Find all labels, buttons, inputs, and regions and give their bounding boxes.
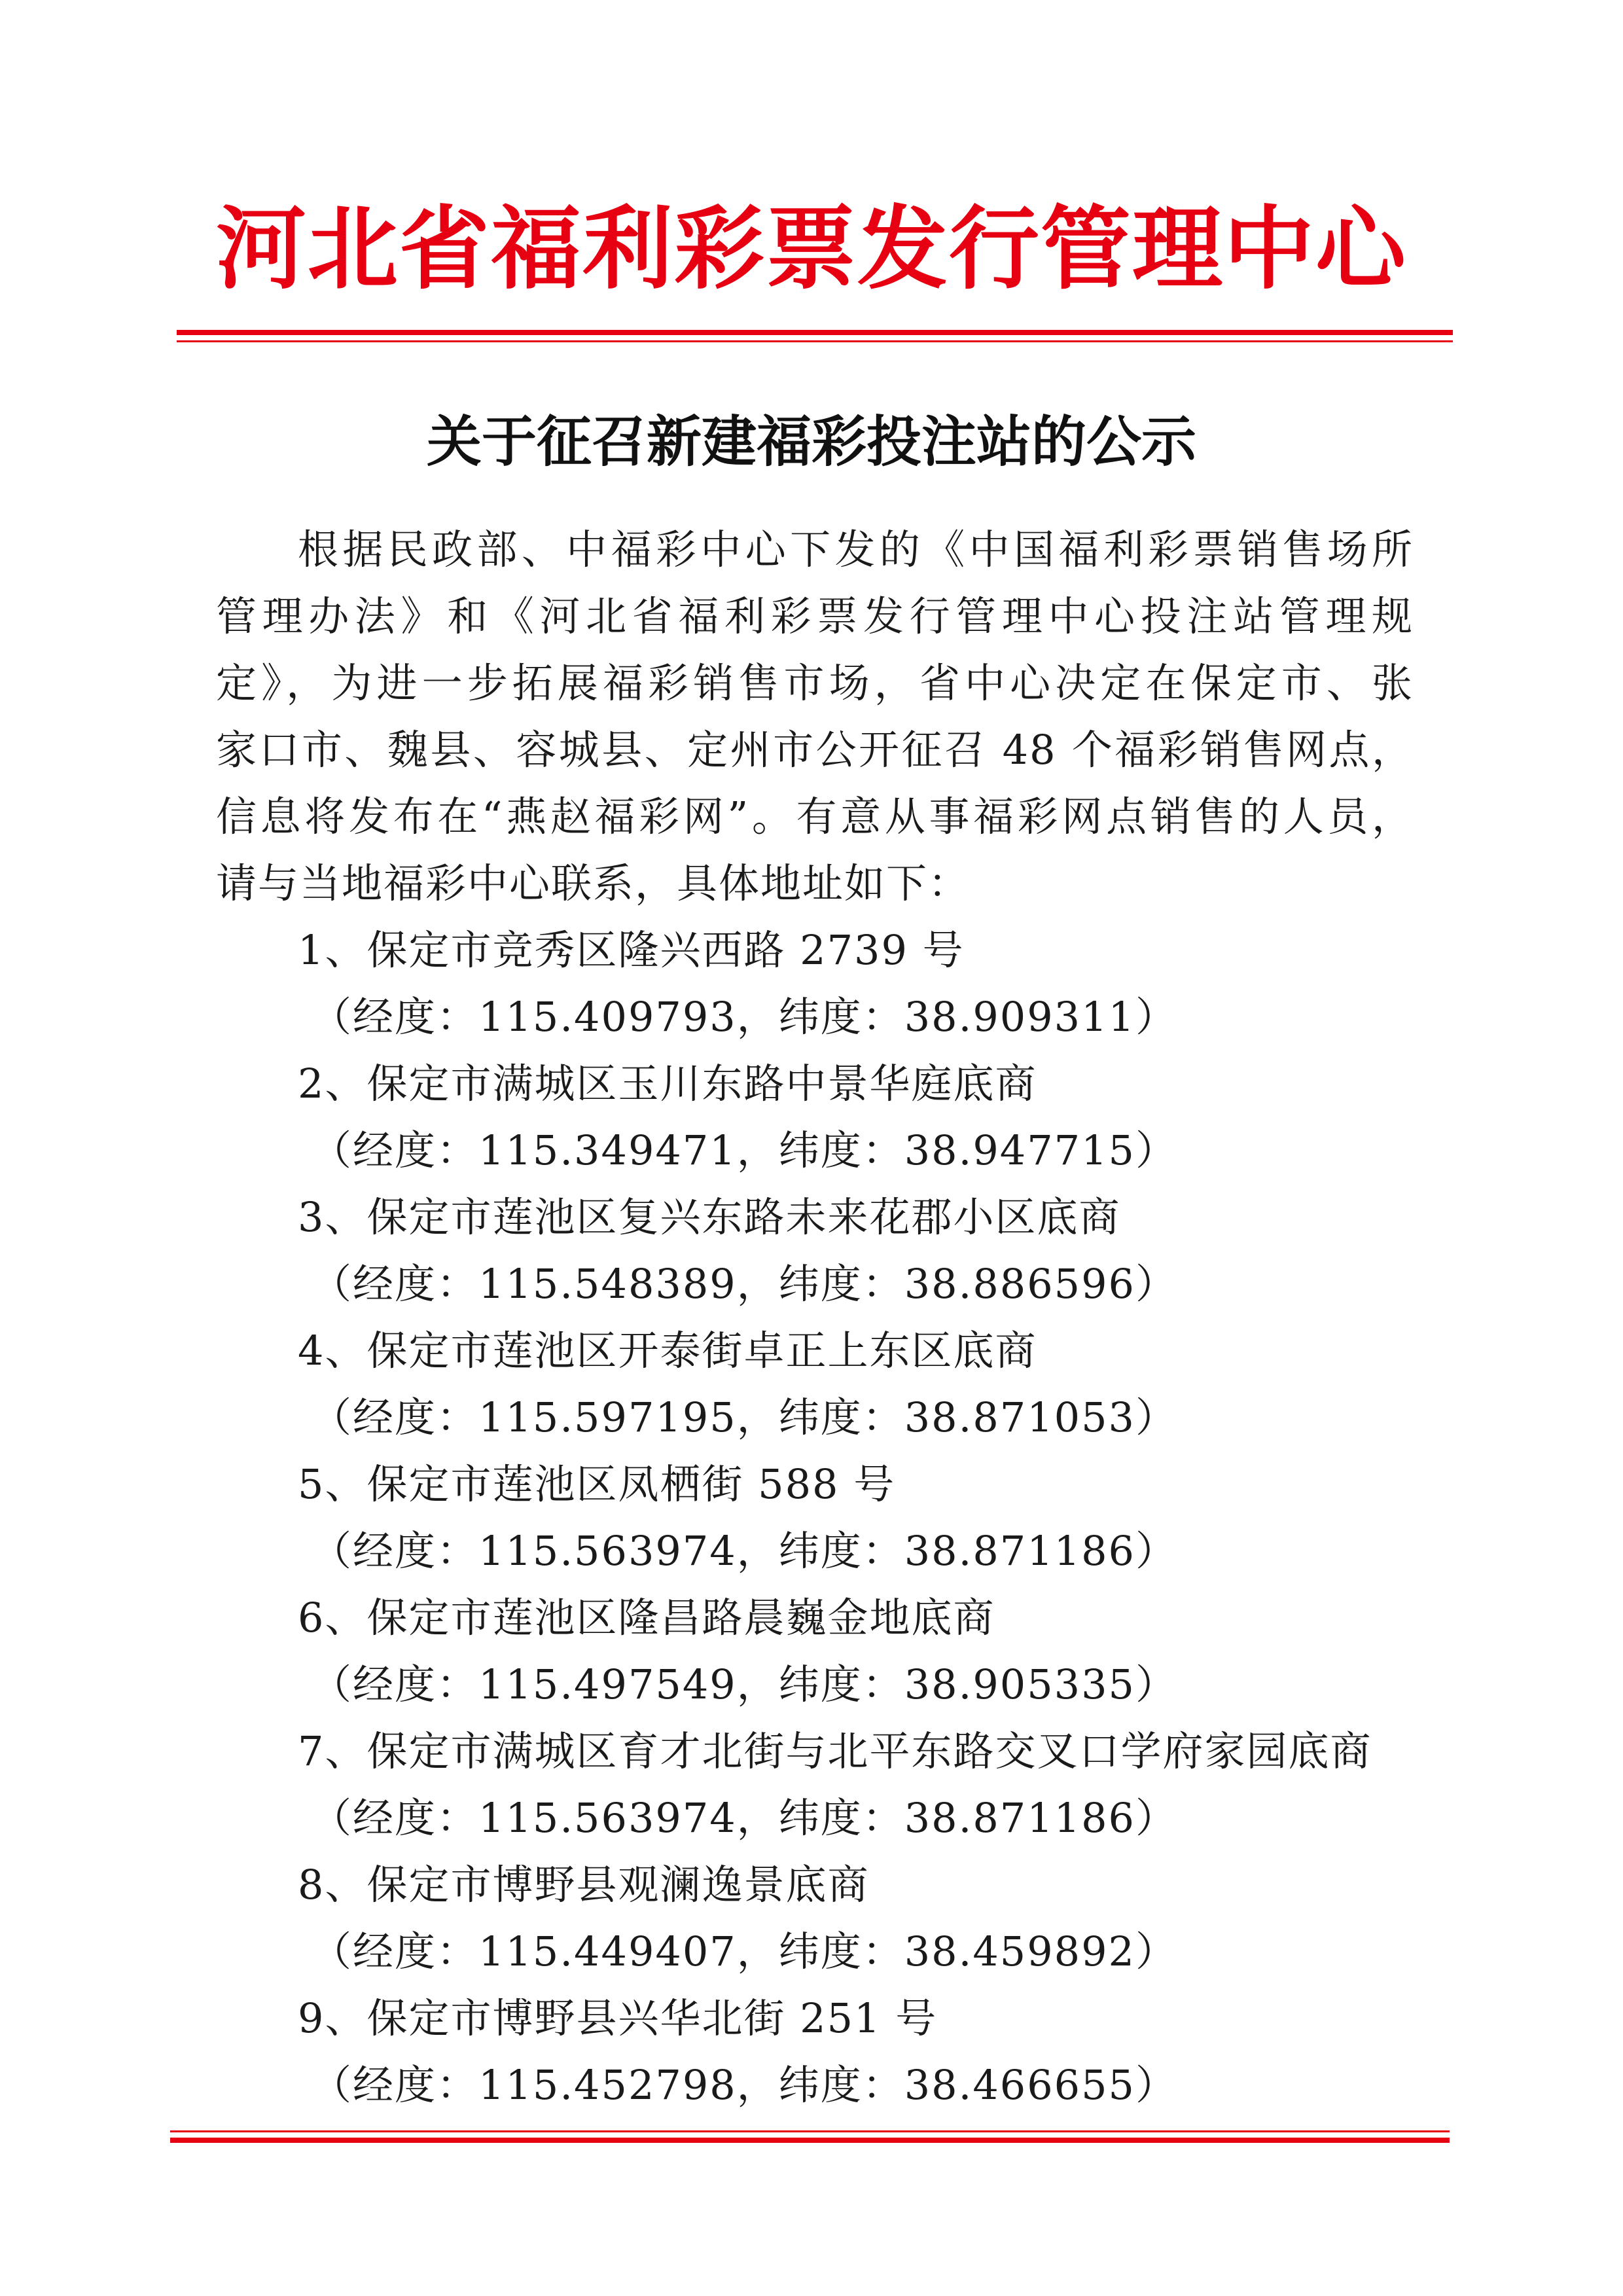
list-item-address: 2、保定市满城区玉川东路中景华庭底商	[298, 1060, 1037, 1107]
list-item-coordinates: （经度：115.548389，纬度：38.886596）	[311, 1260, 1178, 1308]
list-item-address: 9、保定市博野县兴华北街 251 号	[298, 1994, 938, 2042]
footer-rule-thick	[170, 2138, 1450, 2143]
intro-line: 信息将发布在“燕赵福彩网”。有意从事福彩网点销售的人员，	[216, 793, 1414, 840]
list-item-coordinates: （经度：115.349471，纬度：38.947715）	[311, 1126, 1178, 1174]
intro-line: 管理办法》和《河北省福利彩票发行管理中心投注站管理规	[216, 592, 1414, 640]
list-item-address: 5、保定市莲池区凤栖街 588 号	[298, 1460, 896, 1508]
footer-rule-thin	[170, 2130, 1450, 2132]
document-title: 关于征召新建福彩投注站的公示	[426, 410, 1196, 474]
list-item-coordinates: （经度：115.563974，纬度：38.871186）	[311, 1794, 1178, 1842]
intro-line: 家口市、魏县、容城县、定州市公开征召 48 个福彩销售网点，	[216, 726, 1414, 774]
header-rule-thick	[177, 330, 1453, 335]
list-item-coordinates: （经度：115.449407，纬度：38.459892）	[311, 1928, 1178, 1975]
list-item-address: 1、保定市竞秀区隆兴西路 2739 号	[298, 926, 965, 974]
list-item-coordinates: （经度：115.563974，纬度：38.871186）	[311, 1527, 1178, 1575]
list-item-address: 7、保定市满城区育才北街与北平东路交叉口学府家园底商	[298, 1727, 1372, 1775]
list-item-coordinates: （经度：115.452798，纬度：38.466655）	[311, 2061, 1178, 2109]
list-item-address: 3、保定市莲池区复兴东路未来花郡小区底商	[298, 1193, 1121, 1241]
list-item-coordinates: （经度：115.409793，纬度：38.909311）	[311, 993, 1178, 1041]
intro-line: 请与当地福彩中心联系，具体地址如下：	[216, 859, 971, 907]
list-item-coordinates: （经度：115.497549，纬度：38.905335）	[311, 1660, 1178, 1708]
organization-name: 河北省福利彩票发行管理中心	[215, 195, 1407, 302]
header-rule-thin	[177, 340, 1453, 342]
list-item-address: 4、保定市莲池区开泰街卓正上东区底商	[298, 1327, 1037, 1374]
list-item-coordinates: （经度：115.597195，纬度：38.871053）	[311, 1393, 1178, 1441]
list-item-address: 6、保定市莲池区隆昌路晨巍金地底商	[298, 1594, 995, 1641]
intro-line: 定》，为进一步拓展福彩销售市场，省中心决定在保定市、张	[216, 659, 1414, 707]
intro-line: 根据民政部、中福彩中心下发的《中国福利彩票销售场所	[298, 526, 1414, 573]
list-item-address: 8、保定市博野县观澜逸景底商	[298, 1861, 870, 1909]
